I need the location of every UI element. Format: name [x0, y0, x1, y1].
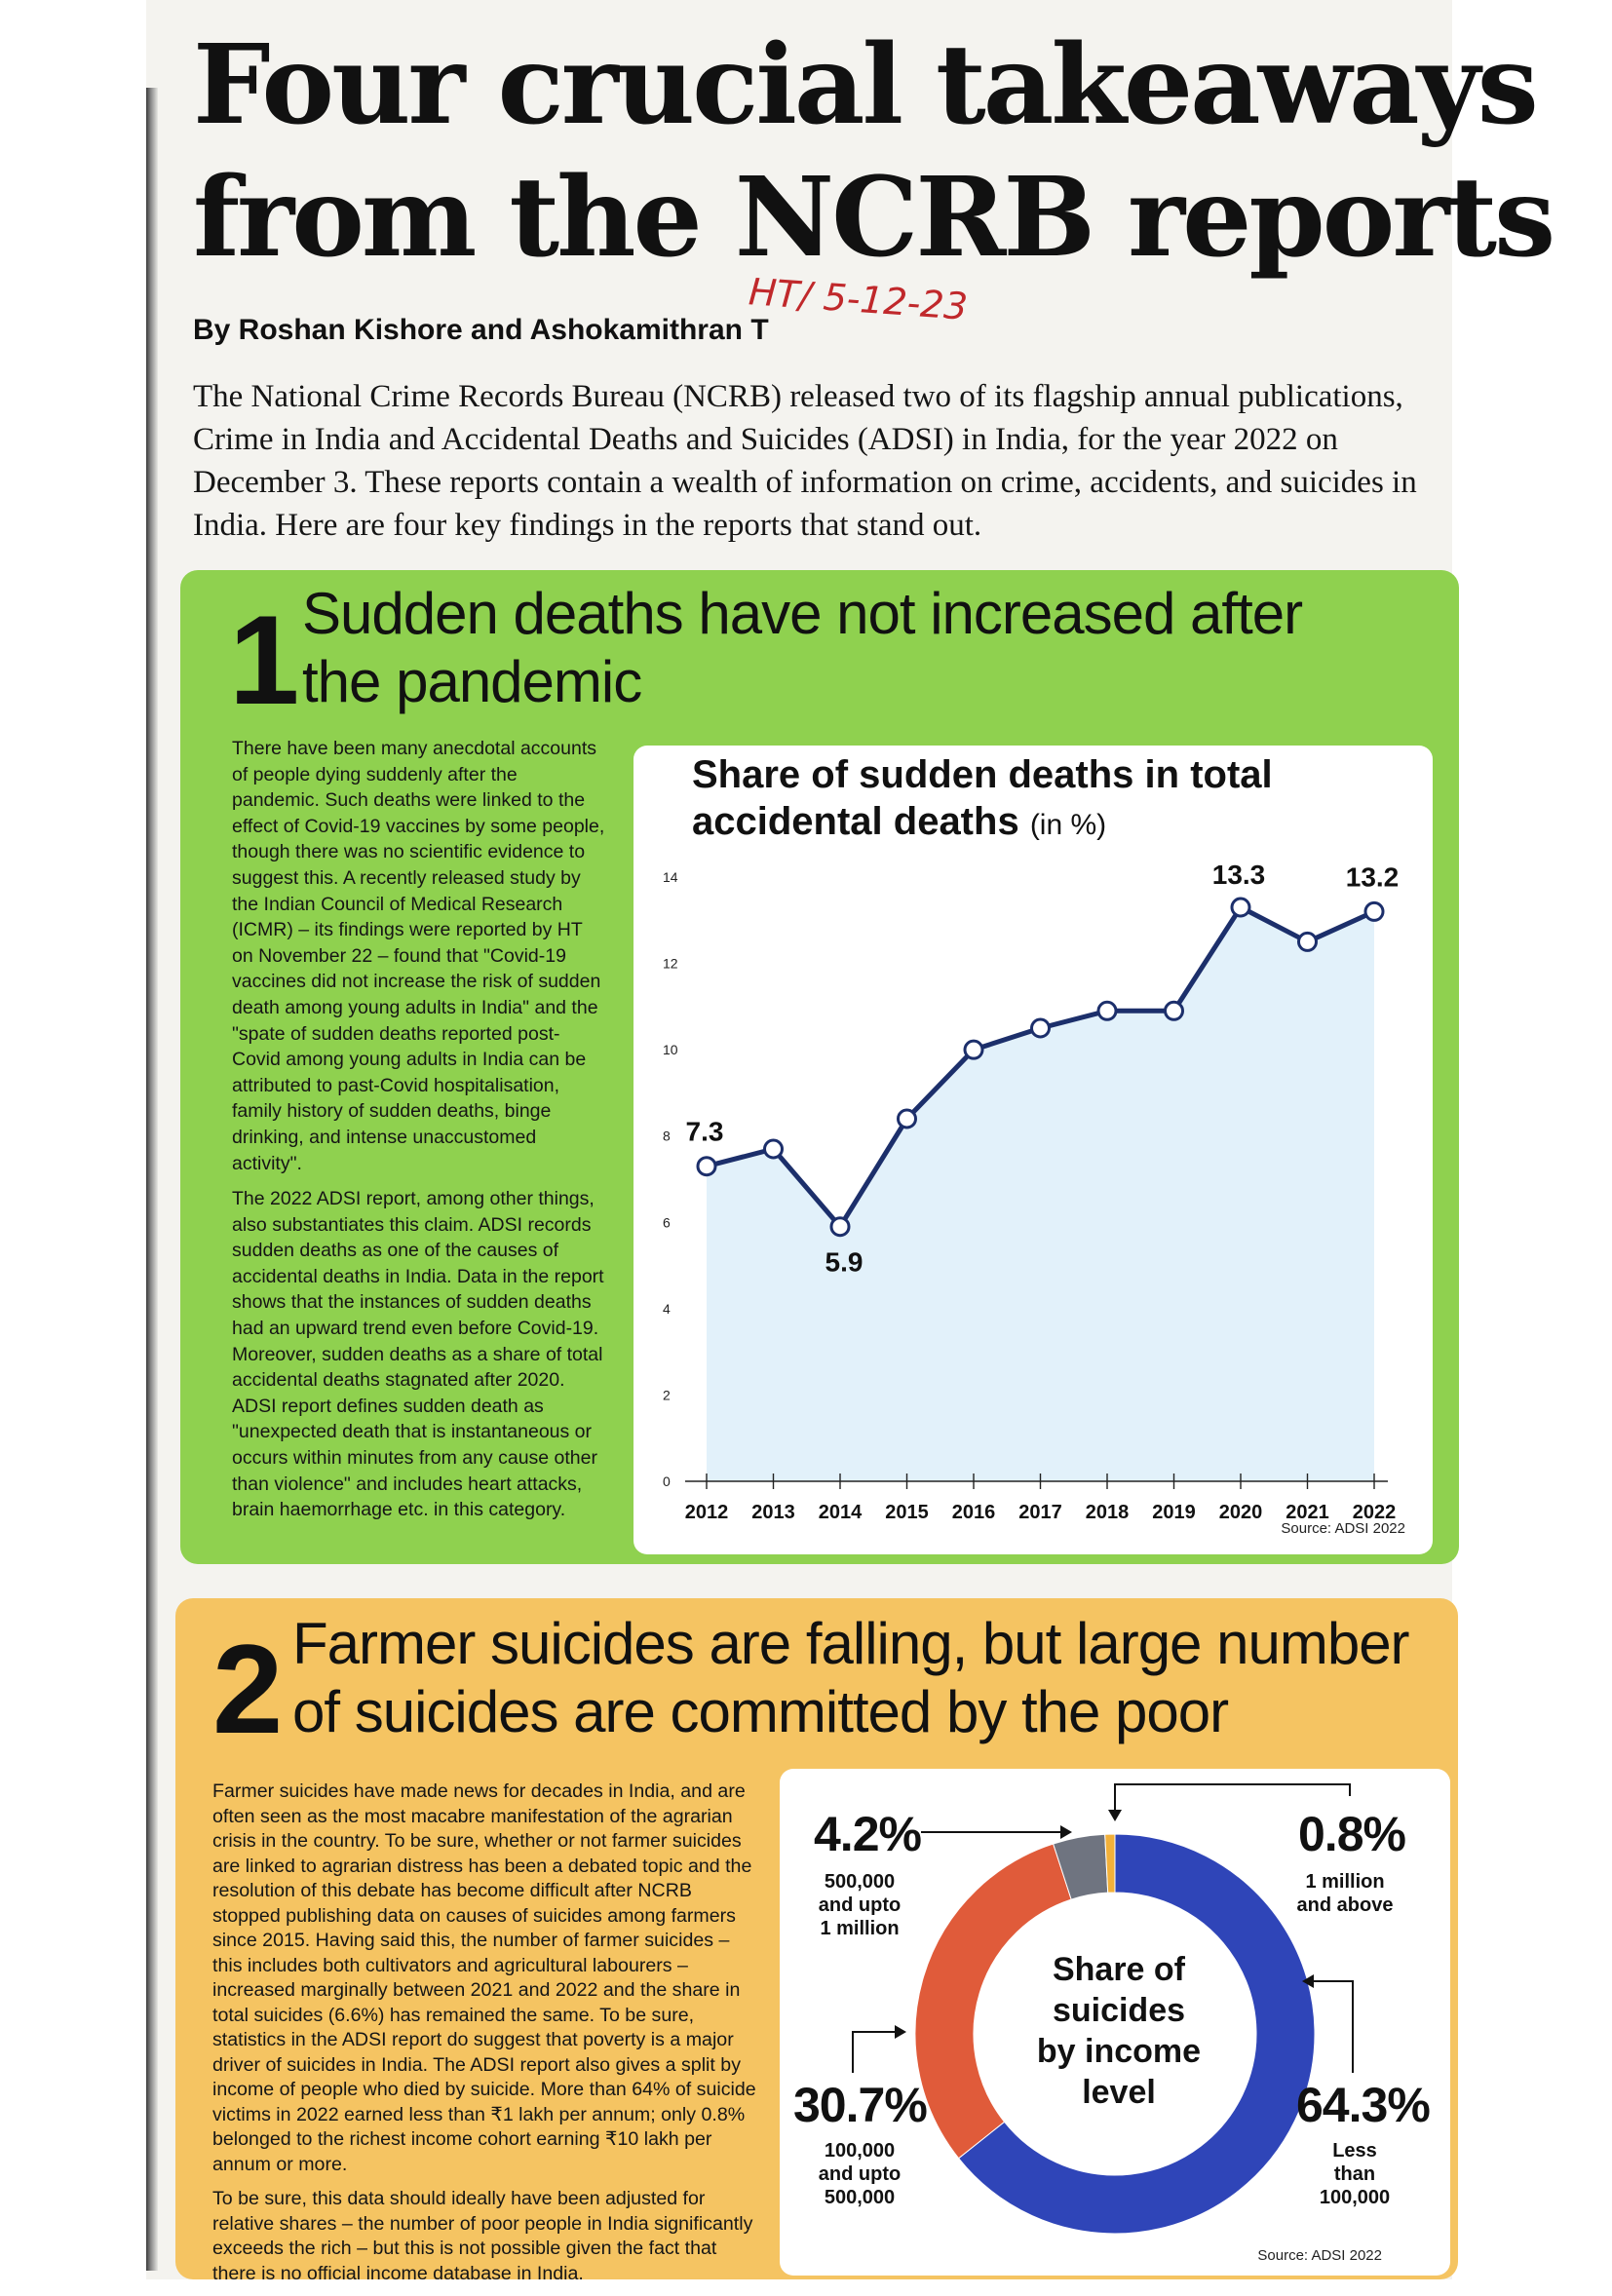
headline-line-2: from the NCRB reports: [193, 154, 1554, 282]
x-tick-label-2016: 2016: [951, 1502, 996, 1523]
data-point-2015: [899, 1110, 916, 1128]
y-tick-label-14: 14: [663, 869, 678, 885]
headline: [193, 19, 1553, 285]
x-tick-label-2019: 2019: [1152, 1502, 1196, 1523]
x-tick-label-2012: 2012: [684, 1502, 729, 1523]
intro-paragraph: The National Crime Records Bureau (NCRB) released two of its flagship annual publications, Crime in India and Accidental Deaths and Suicides (ADSI) in India, for the year 2022 on December 3. These reports contain a wealth of information on crime, accidents, and suicides in India. Here are four key findings in the reports that stand out.: [193, 379, 1417, 543]
data-point-2022: [1365, 902, 1383, 920]
slice-desc-30-7-line-2: and upto: [818, 2163, 902, 2185]
headline-line-1: Four crucial takeaways: [193, 21, 1536, 149]
slice-desc-30-7-line-3: 500,000: [824, 2187, 896, 2208]
slice-desc-4-2-line-2: and upto: [818, 1894, 902, 1916]
line-chart-source: Source: ADSI 2022: [1281, 1520, 1405, 1537]
slice-desc-0-8-line-1: 1 million: [1305, 1871, 1385, 1893]
y-tick-label-10: 10: [663, 1042, 678, 1058]
y-tick-label-2: 2: [663, 1387, 671, 1403]
line-chart-plot: [633, 746, 1433, 1554]
slice-desc-4-2: [801, 1870, 918, 1940]
data-point-2012: [698, 1158, 715, 1175]
donut-chart-source: Source: ADSI 2022: [1257, 2247, 1382, 2264]
data-point-2018: [1098, 1002, 1116, 1019]
section-1-title-line-1: Sudden deaths have not increased after: [302, 581, 1303, 646]
slice-desc-64-3-line-1: Less: [1332, 2140, 1377, 2162]
slice-desc-0-8: [1282, 1870, 1408, 1917]
donut-center-line-4: level: [1082, 2074, 1156, 2111]
section-2-title-line-1: Farmer suicides are falling, but large number: [292, 1611, 1409, 1676]
y-tick-label-12: 12: [663, 955, 678, 972]
data-point-2013: [765, 1140, 783, 1158]
section-2-title-line-2: of suicides are committed by the poor: [292, 1679, 1229, 1744]
slice-desc-4-2-line-3: 1 million: [820, 1918, 900, 1939]
page-fold-shadow: [146, 88, 158, 2271]
slice-pct-4-2: 4.2%: [814, 1807, 921, 1861]
x-tick-label-2017: 2017: [1018, 1502, 1062, 1523]
donut-center-label: [1002, 1949, 1236, 2113]
slice-pct-0-8: 0.8%: [1298, 1807, 1405, 1861]
x-tick-label-2022: 2022: [1352, 1502, 1397, 1523]
section-2-paragraph-1: Farmer suicides have made news for decades in India, and are often seen as the most macabre manifestation of the agrarian crisis in the country. To be sure, whether or not farmer suicides are linked to agrarian distress has been a debated topic and the resolution of this debate has become difficult after NCRB stopped publishing data on causes of suicides among farmers since 2015. Having said this, the number of farmer suicides – this includes both cultivators and agricultural labourers – increased marginally between 2021 and 2022 and the share in total suicides (6.6%) has remained the same. To be sure, statistics in the ADSI report do suggest that poverty is a major driver of suicides in India. The ADSI report also gives a split by income of people who died by suicide. More than 64% of suicide victims in 2022 earned less than ₹1 lakh per annum; only 0.8% belonged to the richest income cohort earning ₹10 lakh per annum or more.: [212, 1780, 756, 2175]
callout-arrow-0-8: [1108, 1810, 1122, 1821]
section-1-title: [302, 580, 1423, 716]
section-2-body: [212, 1779, 758, 2296]
callout-line-30-7: [853, 2032, 895, 2073]
slice-desc-64-3-line-3: 100,000: [1319, 2187, 1391, 2208]
y-tick-label-4: 4: [663, 1300, 671, 1317]
section-1-paragraph-1: There have been many anecdotal accounts of people dying suddenly after the pandemic. Such deaths were linked to the effect of Covid-19 vaccines by some people, though there was no scientific evidence to suggest this. A recently released study by the Indian Council of Medical Research (ICMR) – its findings were reported by HT on November 22 – found that "Covid-19 vaccines did not increase the risk of sudden death among young adults in India" and the "spate of sudden deaths reported post-Covid among young adults in India can be attributed to past-Covid hospitalisation, family history of sudden deaths, binge drinking, and intense unaccustomed activity".: [232, 738, 605, 1174]
slice-desc-0-8-line-2: and above: [1296, 1894, 1394, 1916]
donut-center-line-3: by income: [1036, 2033, 1202, 2070]
callout-arrow-4-2: [1060, 1825, 1072, 1839]
data-point-2014: [831, 1218, 849, 1236]
slice-desc-30-7: [801, 2139, 918, 2209]
data-point-2019: [1166, 1002, 1183, 1019]
slice-pct-30-7: 30.7%: [793, 2078, 927, 2132]
x-tick-label-2015: 2015: [885, 1502, 929, 1523]
donut-chart-card: [780, 1769, 1450, 2276]
section-2-paragraph-2: To be sure, this data should ideally have been adjusted for relative shares – the number of poor people in India significantly exceeds the rich – but this is not possible given the fact that there is no official income database in India.: [212, 2188, 753, 2284]
line-chart-title-line-1: Share of sudden deaths in total: [692, 753, 1273, 796]
donut-center-line-1: Share of: [1052, 1951, 1186, 1988]
line-chart-area: [707, 907, 1374, 1481]
slice-desc-64-3: [1311, 2139, 1399, 2209]
x-tick-label-2018: 2018: [1085, 1502, 1130, 1523]
x-tick-label-2014: 2014: [818, 1502, 863, 1523]
y-tick-label-6: 6: [663, 1214, 671, 1231]
callout-line-64-3: [1314, 1981, 1353, 2073]
section-1-title-line-2: the pandemic: [302, 649, 642, 714]
x-tick-label-2021: 2021: [1286, 1502, 1329, 1523]
slice-desc-30-7-line-1: 100,000: [824, 2140, 896, 2162]
data-point-2021: [1299, 933, 1317, 950]
handwritten-date-note: HT/ 5-12-23: [747, 270, 970, 328]
data-point-2020: [1232, 899, 1249, 916]
donut-center-line-2: suicides: [1052, 1992, 1186, 2029]
slice-desc-64-3-line-2: than: [1333, 2163, 1376, 2185]
line-chart-card: [633, 746, 1433, 1554]
data-point-2017: [1032, 1019, 1050, 1037]
callout-arrow-30-7: [895, 2025, 906, 2039]
x-tick-label-2013: 2013: [751, 1502, 795, 1523]
y-tick-label-0: 0: [663, 1473, 671, 1489]
line-chart-title-line-2: accidental deaths: [692, 800, 1019, 843]
data-label-2020: 13.3: [1211, 860, 1266, 890]
y-tick-label-8: 8: [663, 1128, 671, 1144]
data-point-2016: [965, 1041, 982, 1058]
data-label-2022: 13.2: [1345, 861, 1400, 893]
section-1-paragraph-2: The 2022 ADSI report, among other things, also substantiates this claim. ADSI records sudden deaths as one of the causes of accidental deaths in India. Data in the report shows that the instances of sudden deaths had an upward trend even before Covid-19. Moreover, sudden deaths as a share of total accidental deaths stagnated after 2020. ADSI report defines sudden death as "unexpected death that is instantaneous or occurs within minutes from any cause other than violence" and includes heart attacks, brain haemorrhage etc. in this category.: [232, 1188, 604, 1521]
x-tick-label-2020: 2020: [1218, 1502, 1263, 1523]
section-2-number: 2: [212, 1618, 284, 1760]
data-label-2012: 7.3: [685, 1116, 724, 1147]
data-label-2014: 5.9: [825, 1246, 864, 1278]
byline: By Roshan Kishore and Ashokamithran T: [193, 314, 769, 346]
line-chart-unit: (in %): [1029, 809, 1107, 841]
section-1-body: [232, 736, 607, 1533]
slice-pct-64-3: 64.3%: [1296, 2078, 1430, 2132]
section-1-number: 1: [229, 589, 300, 731]
section-2-title: [292, 1610, 1442, 1746]
slice-desc-4-2-line-1: 500,000: [824, 1871, 896, 1893]
